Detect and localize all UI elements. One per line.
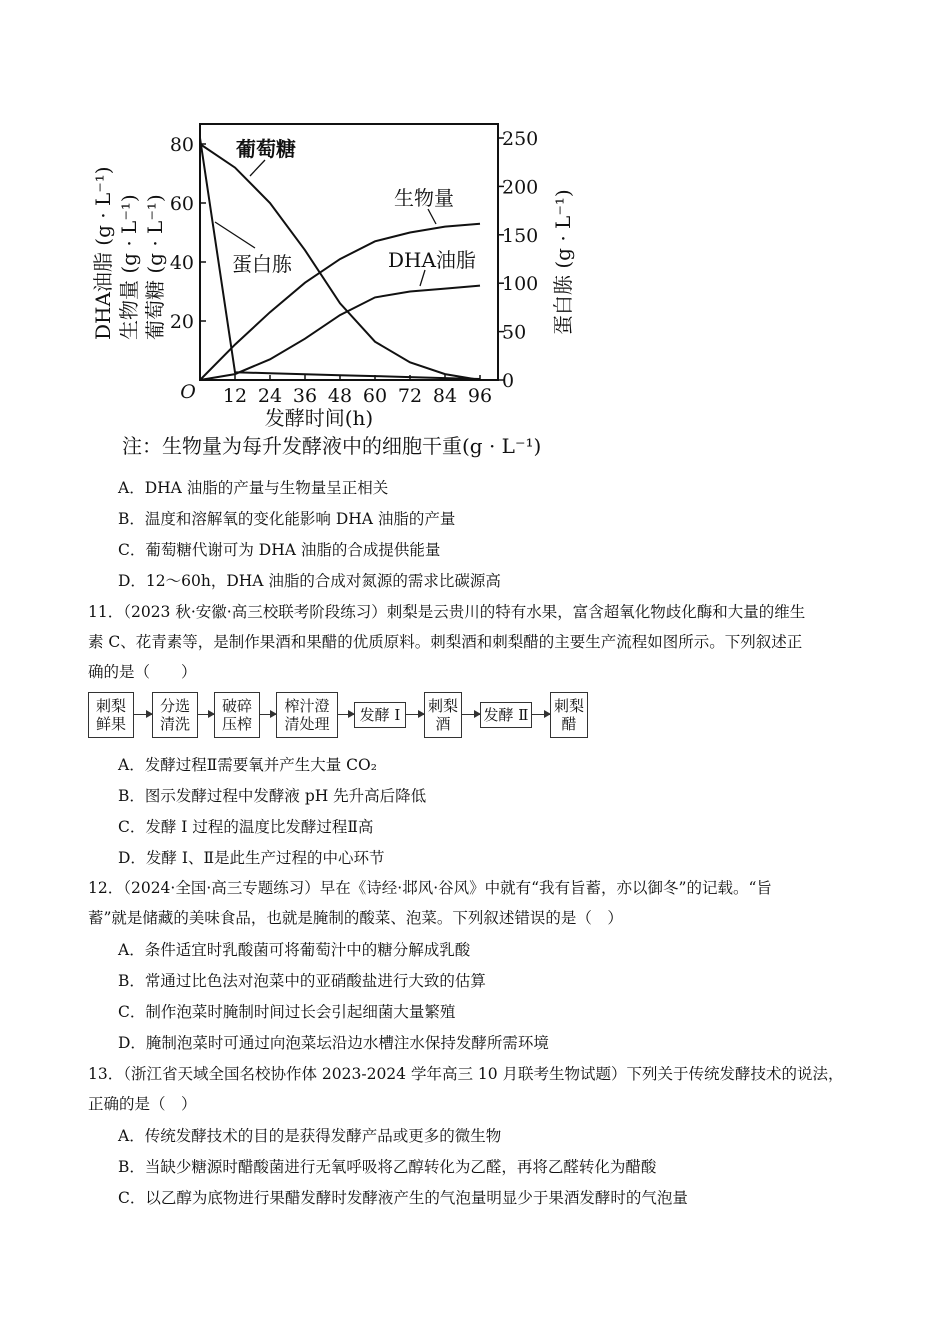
flow-step-vinegar: 刺梨 醋 [550, 692, 588, 738]
q12-option-d: D．腌制泡菜时可通过向泡菜坛沿边水槽注水保持发酵所需环境 [118, 1034, 549, 1052]
q13-stem-line1: 13．（浙江省天域全国名校协作体 2023-2024 学年高三 10 月联考生物试题）下列关于传统发酵技术的说法， [88, 1065, 844, 1083]
chart-svg [80, 110, 600, 470]
flow-arrow [406, 714, 424, 715]
y-right-tick-label: 100 [502, 273, 539, 296]
flow-step-fermentation-2: 发酵 Ⅱ [480, 702, 532, 728]
q10-option-a: A．DHA 油脂的产量与生物量呈正相关 [118, 479, 389, 497]
x-tick-label: 96 [467, 385, 493, 407]
q12-option-a: A．条件适宜时乳酸菌可将葡萄汁中的糖分解成乳酸 [118, 941, 471, 959]
q12-stem-line2: 蓄”就是储藏的美味食品，也就是腌制的酸菜、泡菜。下列叙述错误的是（ ） [88, 909, 623, 927]
x-tick-label: 84 [432, 385, 458, 407]
flow-arrow [198, 714, 214, 715]
q11-stem-line2: 素 C、花青素等，是制作果酒和果醋的优质原料。刺梨酒和刺梨醋的主要生产流程如图所示。下列叙述正 [88, 633, 803, 651]
q11-option-a: A．发酵过程Ⅱ需要氧并产生大量 CO₂ [118, 756, 377, 774]
q10-option-d: D．12～60h，DHA 油脂的合成对氮源的需求比碳源高 [118, 572, 501, 590]
leader-line-biomass [428, 209, 436, 224]
flow-step-fermentation-1: 发酵 Ⅰ [354, 702, 406, 728]
y-left-axis-label: DHA油脂 (g · L⁻¹) [91, 166, 115, 340]
q11-stem-line1: 11．（2023 秋·安徽·高三校联考阶段练习）刺梨是云贵川的特有水果，富含超氧化物歧化酶和大量的维生 [88, 603, 806, 621]
x-tick-label: 36 [292, 385, 318, 407]
y-left-axis-label: 葡萄糖 (g · L⁻¹) [143, 194, 167, 340]
leader-line-peptone [215, 222, 255, 248]
y-right-tick-label: 200 [502, 176, 539, 199]
q13-option-c: C．以乙醇为底物进行果醋发酵时发酵液产生的气泡量明显少于果酒发酵时的气泡量 [118, 1189, 688, 1207]
x-tick-label: 60 [362, 385, 388, 407]
x-tick-label: 48 [327, 385, 353, 407]
y-right-tick-label: 50 [502, 321, 527, 344]
q10-option-c: C．葡萄糖代谢可为 DHA 油脂的合成提供能量 [118, 541, 441, 559]
y-left-tick-label: 80 [169, 134, 194, 156]
x-tick-label: 24 [257, 385, 283, 407]
y-left-axis-label: 生物量 (g · L⁻¹) [117, 194, 141, 340]
q12-option-c: C．制作泡菜时腌制时间过长会引起细菌大量繁殖 [118, 1003, 456, 1021]
flow-arrow [134, 714, 152, 715]
x-tick-label: 72 [397, 385, 423, 407]
origin-label: O [180, 381, 196, 403]
leader-line-glucose [250, 160, 265, 176]
q12-stem-line1: 12．（2024·全国·高三专题练习）早在《诗经·邶风·谷风》中就有“我有旨蓄，亦以御冬”的记载。“旨 [88, 879, 772, 897]
fermentation-chart [80, 110, 600, 470]
y-right-tick-label: 250 [502, 128, 539, 150]
x-axis-label: 发酵时间(h) [264, 406, 374, 430]
flow-step-wine: 刺梨 酒 [424, 692, 462, 738]
y-left-tick-label: 60 [169, 193, 194, 215]
flow-arrow [462, 714, 480, 715]
q13-option-b: B．当缺少糖源时醋酸菌进行无氧呼吸将乙醇转化为乙醛，再将乙醛转化为醋酸 [118, 1158, 657, 1176]
y-left-tick-label: 40 [169, 252, 194, 274]
flow-step-clarify: 榨汁澄 清处理 [276, 692, 338, 738]
y-right-tick-label: 150 [502, 224, 539, 247]
flow-arrow [532, 714, 550, 715]
y-right-axis-label: 蛋白胨 (g · L⁻¹) [551, 189, 575, 335]
q11-option-b: B．图示发酵过程中发酵液 pH 先升高后降低 [118, 787, 427, 805]
q10-option-b: B．温度和溶解氧的变化能影响 DHA 油脂的产量 [118, 510, 456, 528]
flow-arrow [338, 714, 354, 715]
leader-line-dha [420, 270, 425, 286]
chart-note: 注：生物量为每升发酵液中的细胞干重(g · L⁻¹) [122, 434, 542, 458]
series-label-dha: DHA油脂 [388, 248, 476, 272]
series-label-peptone: 蛋白胨 [232, 252, 292, 276]
series-label-glucose: 葡萄糖 [236, 137, 296, 161]
series-label-biomass: 生物量 [394, 186, 454, 210]
flow-step-fresh-fruit: 刺梨 鲜果 [88, 692, 134, 738]
flow-step-sort-wash: 分选 清洗 [152, 692, 198, 738]
process-flowchart [88, 692, 598, 742]
q11-option-c: C．发酵 I 过程的温度比发酵过程Ⅱ高 [118, 818, 374, 836]
y-right-tick-label: 0 [502, 370, 515, 392]
q12-option-b: B．常通过比色法对泡菜中的亚硝酸盐进行大致的估算 [118, 972, 486, 990]
flow-step-crush-press: 破碎 压榨 [214, 692, 260, 738]
q13-stem-line2: 正确的是（ ） [88, 1095, 197, 1113]
q11-stem-line3: 确的是（ ） [88, 663, 197, 681]
q13-option-a: A．传统发酵技术的目的是获得发酵产品或更多的微生物 [118, 1127, 502, 1145]
q11-option-d: D．发酵 I、Ⅱ是此生产过程的中心环节 [118, 849, 385, 867]
x-tick-label: 12 [222, 385, 248, 407]
flow-arrow [260, 714, 276, 715]
series-line-DHA油脂 [200, 286, 480, 380]
y-left-tick-label: 20 [169, 311, 194, 333]
